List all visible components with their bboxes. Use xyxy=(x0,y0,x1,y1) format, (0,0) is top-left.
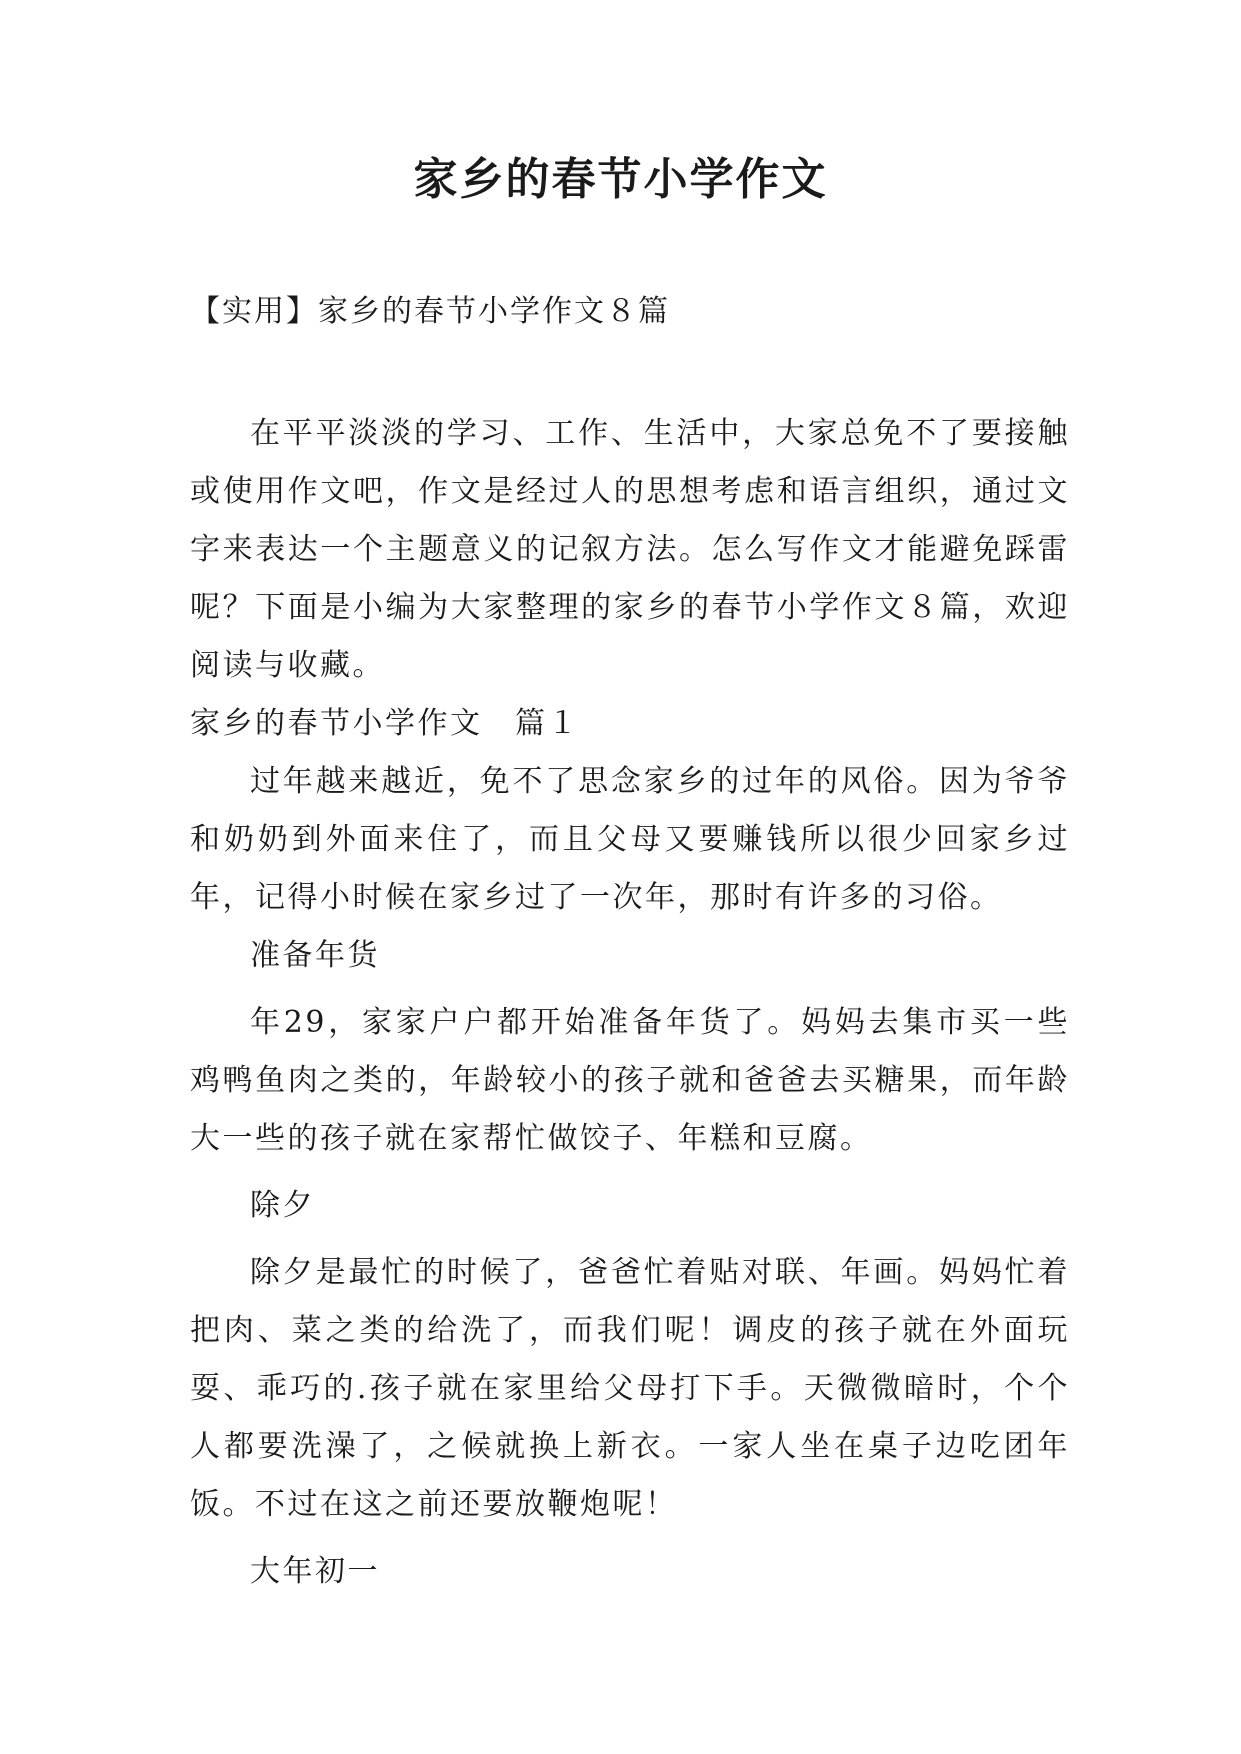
document-title: 家乡的春节小学作文 xyxy=(413,154,828,205)
document-body xyxy=(190,405,1070,1601)
body-paragraph: 年29，家家户户都开始准备年货了。妈妈去集市买一些鸡鸭鱼肉之类的，年龄较小的孩子就和爸爸去买糖果，而年龄大一些的孩子就在家帮忙做饺子、年糕和豆腐。 xyxy=(190,1005,1070,1156)
body-paragraph: 过年越来越近，免不了思念家乡的过年的风俗。因为爷爷和奶奶到外面来住了，而且父母又要赚钱所以很少回家乡过年，记得小时候在家乡过了一次年，那时有许多的习俗。 xyxy=(190,764,1070,915)
body-paragraph: 除夕是最忙的时候了，爸爸忙着贴对联、年画。妈妈忙着把肉、菜之类的给洗了，而我们呢！调皮的孩子就在外面玩耍、乖巧的.孩子就在家里给父母打下手。天微微暗时，个个人都要洗澡了，之候就换上新衣。一家人坐在桌子边吃团年饭。不过在这之前还要放鞭炮呢！ xyxy=(190,1255,1070,1522)
subheading-preparation: 准备年货 xyxy=(250,938,380,973)
intro-paragraph: 在平平淡淡的学习、工作、生活中，大家总免不了要接触或使用作文吧，作文是经过人的思想考虑和语言组织，通过文字来表达一个主题意义的记叙方法。怎么写作文才能避免踩雷呢？下面是小编为大家整理的家乡的春节小学作文８篇，欢迎阅读与收藏。 xyxy=(190,416,1070,683)
section-heading-1: 家乡的春节小学作文 篇１ xyxy=(190,706,580,741)
subheading-new-years-eve: 除夕 xyxy=(250,1188,315,1223)
document-subtitle: 【实用】家乡的春节小学作文８篇 xyxy=(190,294,670,329)
subheading-first-day: 大年初一 xyxy=(250,1554,380,1589)
